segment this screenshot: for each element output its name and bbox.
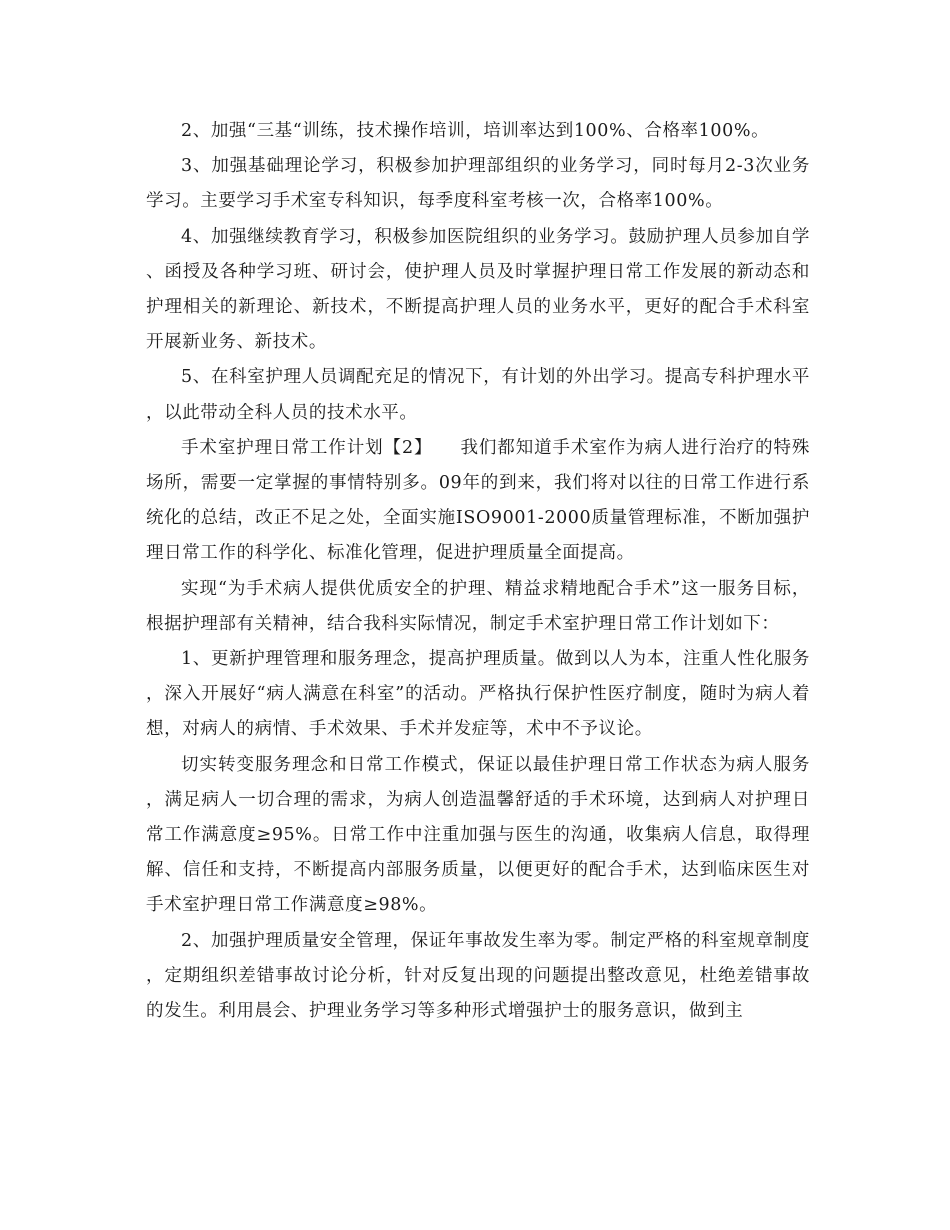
document-body (146, 114, 810, 1029)
paragraph-work-plan-2: 手术室护理日常工作计划【2】 我们都知道手术室作为病人进行治疗的特殊场所，需要一定掌握的事情特别多。09年的到来，我们将对以往的日常工作进行系统化的总结，改正不足之处，全面实施ISO9001-2000质量管理标准，不断加强护理日常工作的科学化、标准化管理，促进护理质量全面提高。 (146, 437, 810, 564)
paragraph-service-goal: 实现“为手术病人提供优质安全的护理、精益求精地配合手术”这一服务目标，根据护理部有关精神，结合我科实际情况，制定手术室护理日常工作计划如下： (146, 578, 810, 634)
paragraph-quality-safety: 2、加强护理质量安全管理，保证年事故发生率为零。制定严格的科室规章制度，定期组织差错事故讨论分析，针对反复出现的问题提出整改意见，杜绝差错事故的发生。利用晨会、护理业务学习等多种形式增强护士的服务意识，做到主 (146, 930, 810, 1022)
paragraph-external-study: 5、在科室护理人员调配充足的情况下，有计划的外出学习。提高专科护理水平，以此带动全科人员的技术水平。 (146, 367, 810, 423)
paragraph-training: 2、加强“三基“训练，技术操作培训，培训率达到100%、合格率100%。 (181, 121, 770, 141)
paragraph-continuing-education: 4、加强继续教育学习，积极参加医院组织的业务学习。鼓励护理人员参加自学、函授及各种学习班、研讨会，使护理人员及时掌握护理日常工作发展的新动态和护理相关的新理论、新技术，不断提高护理人员的业务水平，更好的配合手术科室开展新业务、新技术。 (146, 226, 810, 353)
paragraph-service-concept: 1、更新护理管理和服务理念，提高护理质量。做到以人为本，注重人性化服务，深入开展好“病人满意在科室”的活动。严格执行保护性医疗制度，随时为病人着想，对病人的病情、手术效果、手术并发症等，术中不予议论。 (146, 649, 810, 740)
paragraph-work-mode: 切实转变服务理念和日常工作模式，保证以最佳护理日常工作状态为病人服务，满足病人一切合理的需求，为病人创造温馨舒适的手术环境，达到病人对护理日常工作满意度≥95%。日常工作中注重加强与医生的沟通，收集病人信息，取得理解、信任和支持，不断提高内部服务质量，以便更好的配合手术，达到临床医生对手术室护理日常工作满意度≥98%。 (146, 754, 810, 916)
paragraph-theory-study: 3、加强基础理论学习，积极参加护理部组织的业务学习，同时每月2-3次业务学习。主要学习手术室专科知识，每季度科室考核一次，合格率100%。 (146, 156, 810, 212)
